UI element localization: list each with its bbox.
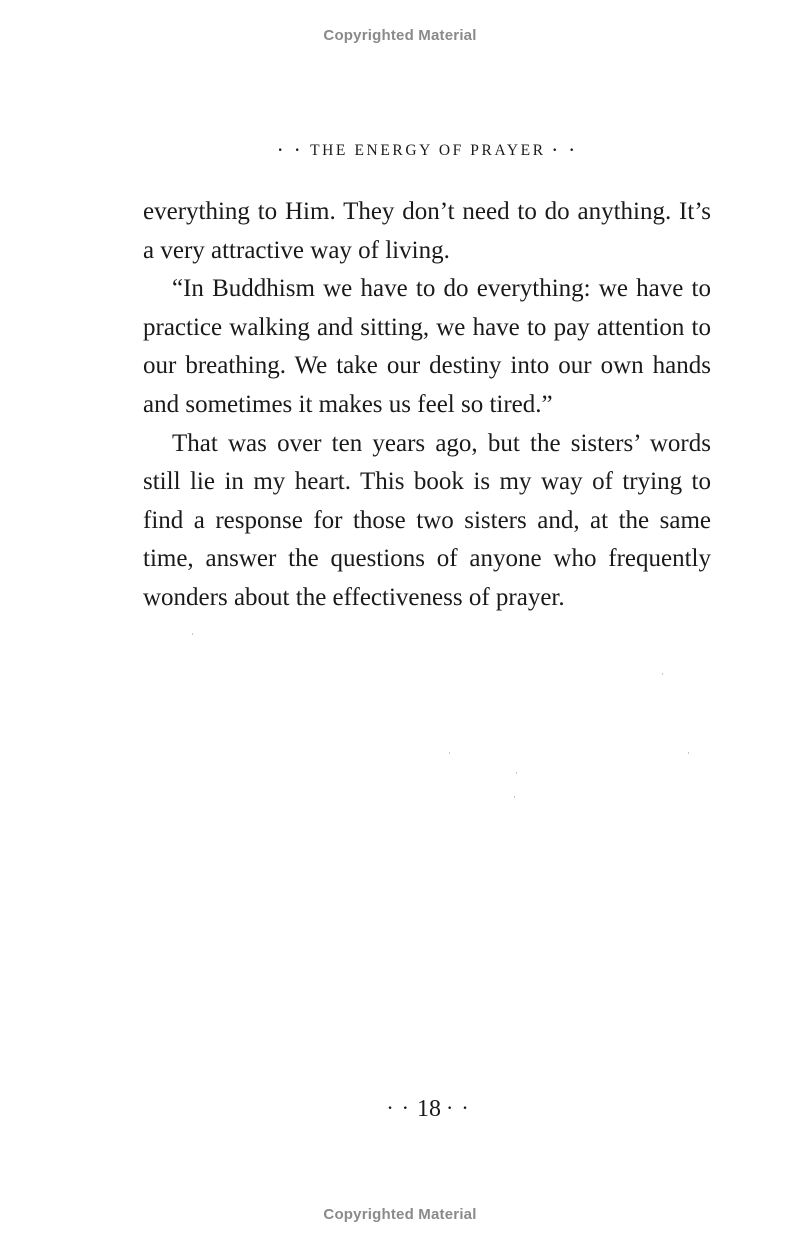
running-head [0, 142, 800, 160]
paragraph-continuation: everything to Him. They don’t need to do anything. It’s a very attractive way of living. [143, 198, 711, 264]
page-number [0, 1096, 800, 1123]
folio-right-ornament: · · [447, 1100, 471, 1117]
copyright-watermark-top: Copyrighted Material [323, 27, 477, 44]
scan-speck [662, 673, 663, 675]
scan-speck [514, 796, 515, 798]
copyright-watermark-bottom: Copyrighted Material [323, 1206, 477, 1223]
scan-speck [449, 752, 450, 754]
folio-left-ornament: · · [387, 1100, 411, 1117]
scan-speck [192, 633, 193, 635]
running-head-left-ornament: · · [277, 142, 304, 159]
running-head-right-ornament: · · [552, 142, 579, 159]
paragraph-closing: That was over ten years ago, but the sisters’ words still lie in my heart. This book is my way of trying to find a response for those two sisters and, at the same time, answer the questions of anyone who frequently wonders about the effectiveness of prayer. [143, 429, 711, 611]
body-text [143, 193, 711, 618]
running-head-title: THE ENERGY OF PRAYER [310, 142, 546, 159]
page-number-value: 18 [417, 1096, 441, 1122]
paragraph-quote: “In Buddhism we have to do everything: we have to practice walking and sitting, we have to pay attention to our breathing. We take our destiny into our own hands and sometimes it makes us feel so tired.” [143, 275, 711, 418]
scan-speck [516, 772, 517, 774]
scan-speck [688, 752, 689, 754]
